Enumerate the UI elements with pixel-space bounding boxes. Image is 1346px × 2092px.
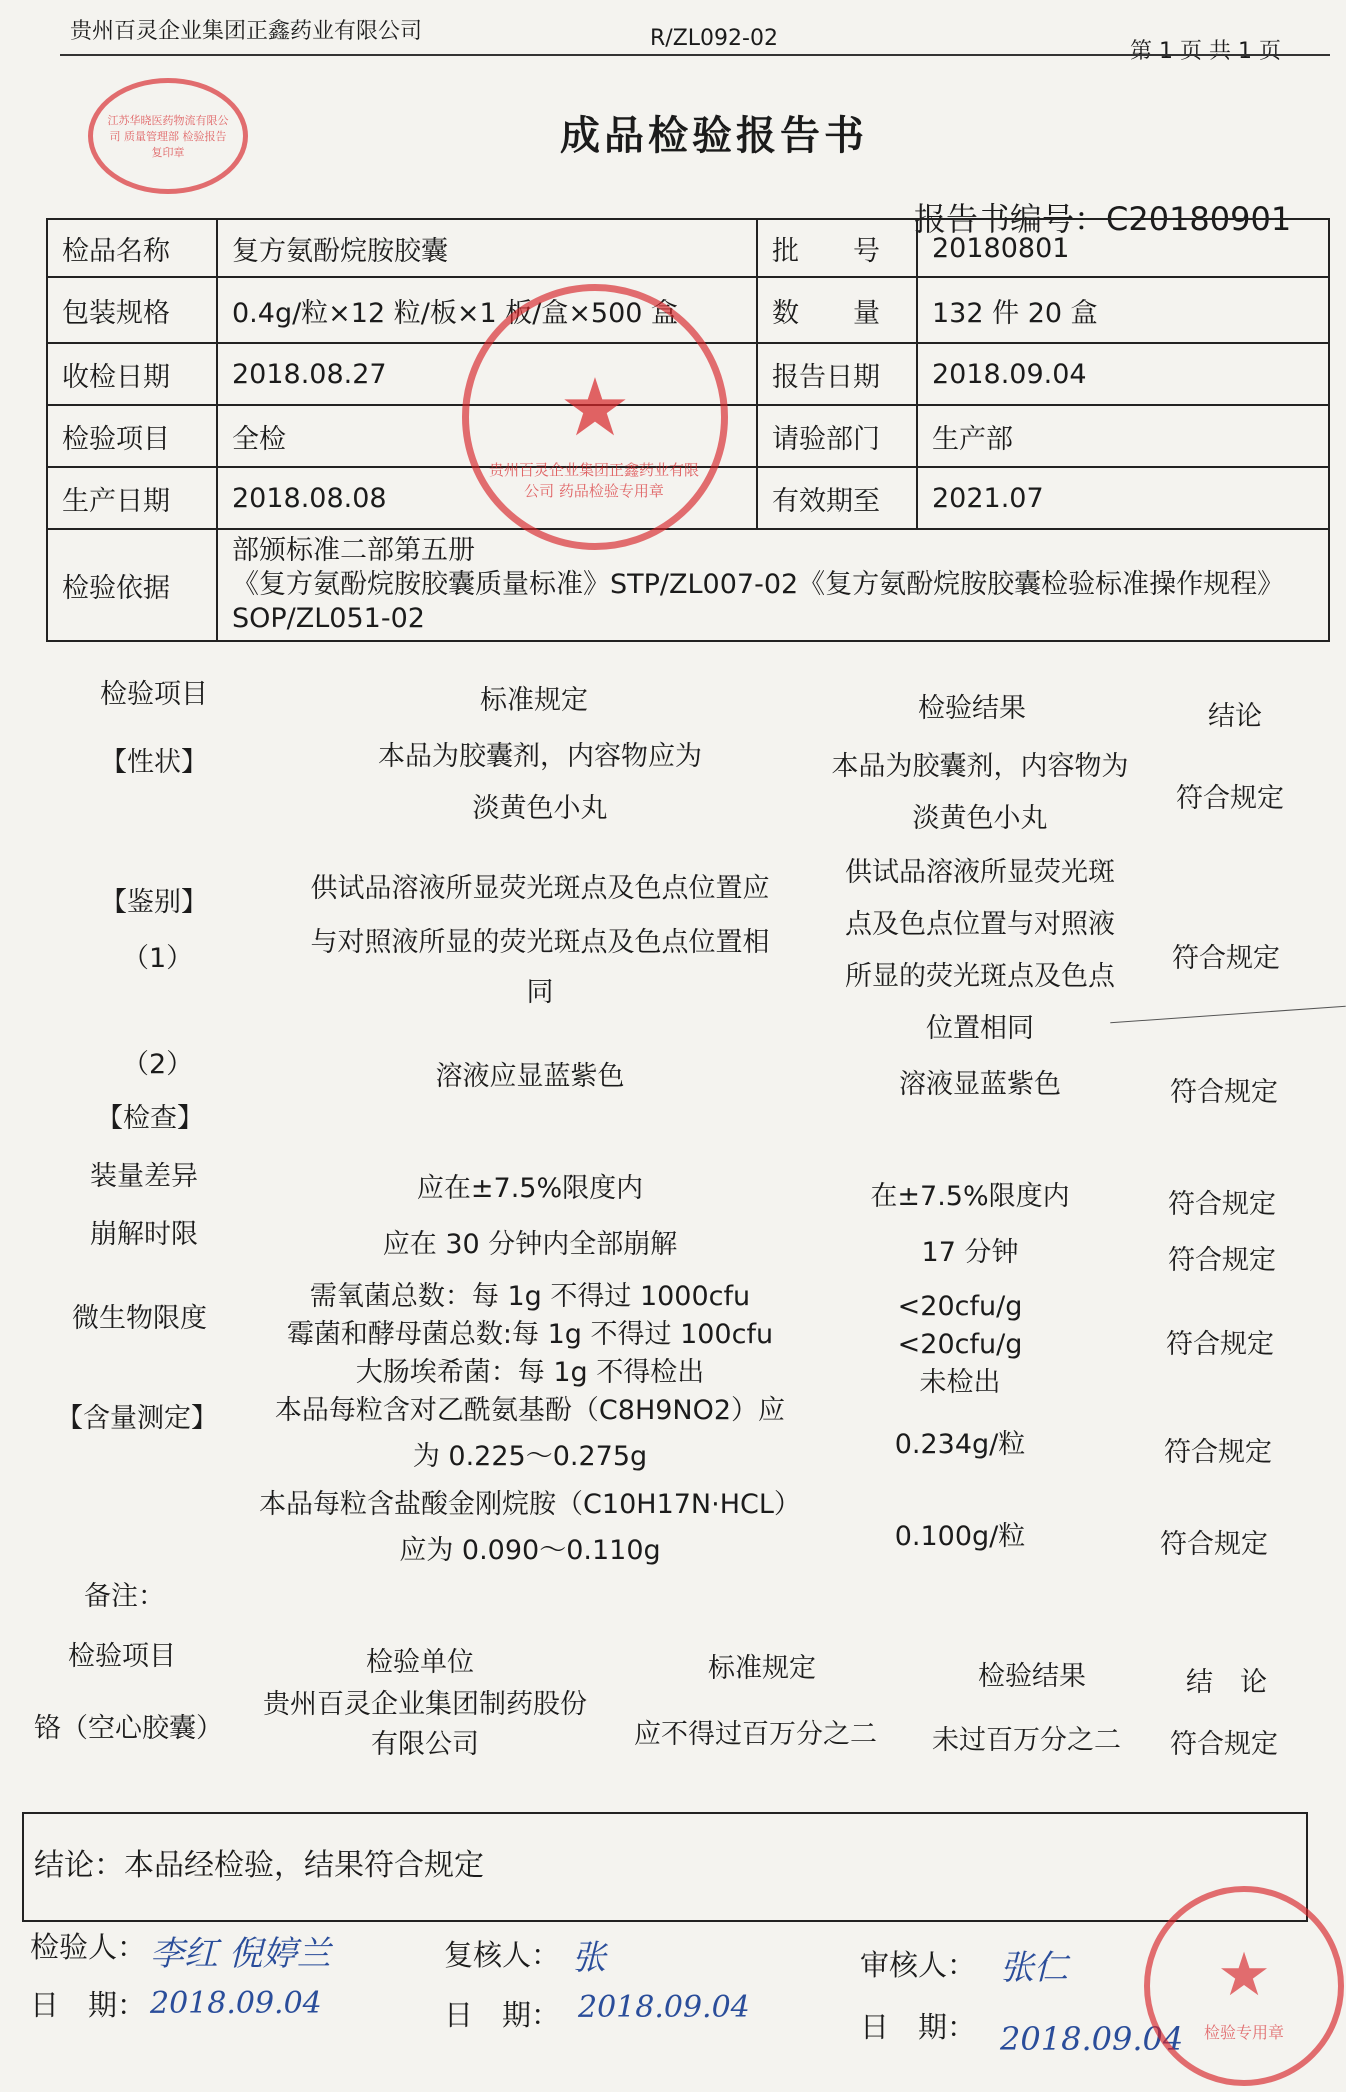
rdate-value: 2018.09.04 bbox=[917, 343, 1329, 405]
jb2-std: 溶液应显蓝紫色 bbox=[435, 1061, 625, 1092]
header-rule bbox=[60, 54, 1330, 56]
basis-line1: 部颁标准二部第五册 bbox=[232, 535, 475, 566]
col-res: 检验结果 bbox=[918, 693, 1026, 724]
reviewer-label: 复核人： bbox=[444, 1938, 561, 1972]
star-icon: ★ bbox=[559, 361, 631, 454]
bj-res: 17 分钟 bbox=[921, 1237, 1019, 1268]
ws-std3: 大肠埃希菌：每 1g 不得检出 bbox=[355, 1357, 705, 1388]
bj-std: 应在 30 分钟内全部崩解 bbox=[382, 1229, 678, 1260]
hl2-res: 0.100g/粒 bbox=[894, 1521, 1026, 1552]
remark-unit2: 有限公司 bbox=[371, 1729, 479, 1760]
copy-stamp-text: 江苏华晓医药物流有限公司 质量管理部 检验报告复印章 bbox=[107, 114, 229, 159]
hl-label: 【含量测定】 bbox=[56, 1403, 218, 1434]
spec-value: 0.4g/粒×12 粒/板×1 板/盒×500 盒 bbox=[217, 277, 757, 343]
page-title: 成品检验报告书 bbox=[560, 113, 868, 159]
remark-label: 备注： bbox=[84, 1581, 165, 1612]
jb1-con: 符合规定 bbox=[1172, 943, 1280, 974]
remark-unit-header: 检验单位 bbox=[366, 1647, 474, 1678]
col-con: 结论 bbox=[1208, 701, 1262, 732]
ws-res3: 未检出 bbox=[919, 1367, 1001, 1398]
ws-con: 符合规定 bbox=[1166, 1329, 1274, 1360]
zl-res: 在±7.5%限度内 bbox=[870, 1181, 1070, 1212]
jb1-std2: 与对照液所显的荧光斑点及色点位置相 bbox=[310, 927, 770, 958]
date-value-3: 2018.09.04 bbox=[1000, 2020, 1184, 2058]
hl1-std2: 为 0.225～0.275g bbox=[412, 1441, 648, 1472]
col-item: 检验项目 bbox=[100, 679, 208, 710]
remark-con: 符合规定 bbox=[1170, 1729, 1278, 1760]
page-indicator: 第 1 页 共 1 页 bbox=[1130, 39, 1281, 64]
jb2-label: （2） bbox=[122, 1049, 194, 1080]
jb2-con: 符合规定 bbox=[1170, 1077, 1278, 1108]
copy-stamp bbox=[88, 78, 248, 194]
ws-res1: <20cfu/g bbox=[897, 1291, 1023, 1322]
bj-label: 崩解时限 bbox=[90, 1219, 198, 1250]
exp-value: 2021.07 bbox=[917, 467, 1329, 529]
dept-value: 生产部 bbox=[917, 405, 1329, 467]
jb1-res3: 所显的荧光斑点及色点 bbox=[845, 961, 1115, 992]
xz-label: 【性状】 bbox=[100, 747, 208, 778]
basis-line2: 《复方氨酚烷胺胶囊质量标准》STP/ZL007-02《复方氨酚烷胺胶囊检验标准操作规程》SOP/ZL051-02 bbox=[232, 569, 1285, 634]
remark-std-header: 标准规定 bbox=[708, 1653, 816, 1684]
hl2-std2: 应为 0.090～0.110g bbox=[399, 1535, 661, 1566]
jb1-std3: 同 bbox=[526, 977, 554, 1008]
remark-item: 铬（空心胶囊） bbox=[34, 1713, 223, 1744]
inspection-stamp-text: 贵州百灵企业集团正鑫药业有限公司 药品检验专用章 bbox=[489, 461, 700, 500]
qty-label: 数 量 bbox=[757, 277, 917, 343]
jb1-res1: 供试品溶液所显荧光斑 bbox=[845, 857, 1115, 888]
jb-label: 【鉴别】 bbox=[100, 887, 208, 918]
remark-std: 应不得过百万分之二 bbox=[634, 1719, 877, 1750]
jb2-res: 溶液显蓝紫色 bbox=[899, 1069, 1061, 1100]
jc-label: 【检查】 bbox=[96, 1103, 204, 1134]
recv-label: 收检日期 bbox=[47, 343, 217, 405]
reviewer-signature: 张 bbox=[572, 1938, 606, 1978]
hl1-std1: 本品每粒含对乙酰氨基酚（C8H9NO2）应 bbox=[274, 1395, 786, 1426]
jb1-std1: 供试品溶液所显荧光斑点及色点位置应 bbox=[310, 873, 770, 904]
report-number: 报告书编号：C20180901 bbox=[914, 200, 1292, 238]
bj-con: 符合规定 bbox=[1168, 1245, 1276, 1276]
date-label-1: 日 期： bbox=[30, 1988, 147, 2022]
hl1-con: 符合规定 bbox=[1164, 1437, 1272, 1468]
stamp-star-icon: ★ bbox=[1217, 1940, 1271, 2010]
qty-value: 132 件 20 盒 bbox=[917, 277, 1329, 343]
name-label: 检品名称 bbox=[47, 219, 217, 277]
recv-value: 2018.08.27 bbox=[217, 343, 757, 405]
remark-res-header: 检验结果 bbox=[978, 1661, 1086, 1692]
remark-con-header: 结 论 bbox=[1186, 1667, 1267, 1698]
date-label-3: 日 期： bbox=[860, 2010, 977, 2044]
date-label-2: 日 期： bbox=[444, 1998, 561, 2032]
bottom-stamp bbox=[1144, 1886, 1344, 2086]
conclusion-text: 结论：本品经检验，结果符合规定 bbox=[34, 1848, 484, 1883]
item-label: 检验项目 bbox=[47, 405, 217, 467]
bottom-stamp-text: 检验专用章 bbox=[1203, 2023, 1284, 2042]
name-value: 复方氨酚烷胺胶囊 bbox=[217, 219, 757, 277]
item-value: 全检 bbox=[217, 405, 757, 467]
ws-std2: 霉菌和酵母菌总数:每 1g 不得过 100cfu bbox=[286, 1319, 774, 1350]
ws-std1: 需氧菌总数：每 1g 不得过 1000cfu bbox=[309, 1281, 751, 1312]
xz-con: 符合规定 bbox=[1176, 783, 1284, 814]
basis-label: 检验依据 bbox=[47, 529, 217, 641]
exp-label: 有效期至 bbox=[757, 467, 917, 529]
col-std: 标准规定 bbox=[480, 685, 588, 716]
xz-std2: 淡黄色小丸 bbox=[472, 793, 608, 824]
ws-res2: <20cfu/g bbox=[897, 1329, 1023, 1360]
inspector-label: 检验人： bbox=[30, 1930, 147, 1964]
xz-res1: 本品为胶囊剂，内容物为 bbox=[831, 751, 1129, 782]
prod-label: 生产日期 bbox=[47, 467, 217, 529]
doc-code: R/ZL092-02 bbox=[650, 26, 778, 51]
jb1-res2: 点及色点位置与对照液 bbox=[845, 909, 1115, 940]
conclusion-box bbox=[22, 1812, 1308, 1922]
xz-std1: 本品为胶囊剂，内容物应为 bbox=[378, 741, 702, 772]
remark-item-header: 检验项目 bbox=[68, 1641, 176, 1672]
hl2-con: 符合规定 bbox=[1160, 1529, 1268, 1560]
company-header: 贵州百灵企业集团正鑫药业有限公司 bbox=[70, 19, 423, 44]
rdate-label: 报告日期 bbox=[757, 343, 917, 405]
zl-con: 符合规定 bbox=[1168, 1189, 1276, 1220]
batch-value: 20180801 bbox=[917, 219, 1329, 277]
remark-unit1: 贵州百灵企业集团制药股份 bbox=[263, 1689, 587, 1720]
date-value-2: 2018.09.04 bbox=[578, 1990, 750, 2025]
ws-label: 微生物限度 bbox=[72, 1303, 207, 1334]
auditor-label: 审核人： bbox=[860, 1948, 977, 1982]
zl-label: 装量差异 bbox=[90, 1161, 198, 1192]
zl-std: 应在±7.5%限度内 bbox=[416, 1173, 644, 1204]
inspection-stamp bbox=[462, 284, 728, 550]
date-value-1: 2018.09.04 bbox=[150, 1986, 322, 2021]
jb1-label: （1） bbox=[122, 943, 194, 974]
batch-label: 批 号 bbox=[757, 219, 917, 277]
remark-res: 未过百万分之二 bbox=[932, 1725, 1121, 1756]
inspector-signature: 李红 倪婷兰 bbox=[150, 1934, 331, 1974]
hl1-res: 0.234g/粒 bbox=[894, 1429, 1026, 1460]
dept-label: 请验部门 bbox=[757, 405, 917, 467]
jb1-res4: 位置相同 bbox=[926, 1013, 1034, 1044]
prod-value: 2018.08.08 bbox=[217, 467, 757, 529]
auditor-signature: 张仁 bbox=[1000, 1948, 1068, 1988]
xz-res2: 淡黄色小丸 bbox=[912, 803, 1048, 834]
hl2-std1: 本品每粒含盐酸金刚烷胺（C10H17N·HCL） bbox=[259, 1489, 801, 1520]
spec-label: 包装规格 bbox=[47, 277, 217, 343]
